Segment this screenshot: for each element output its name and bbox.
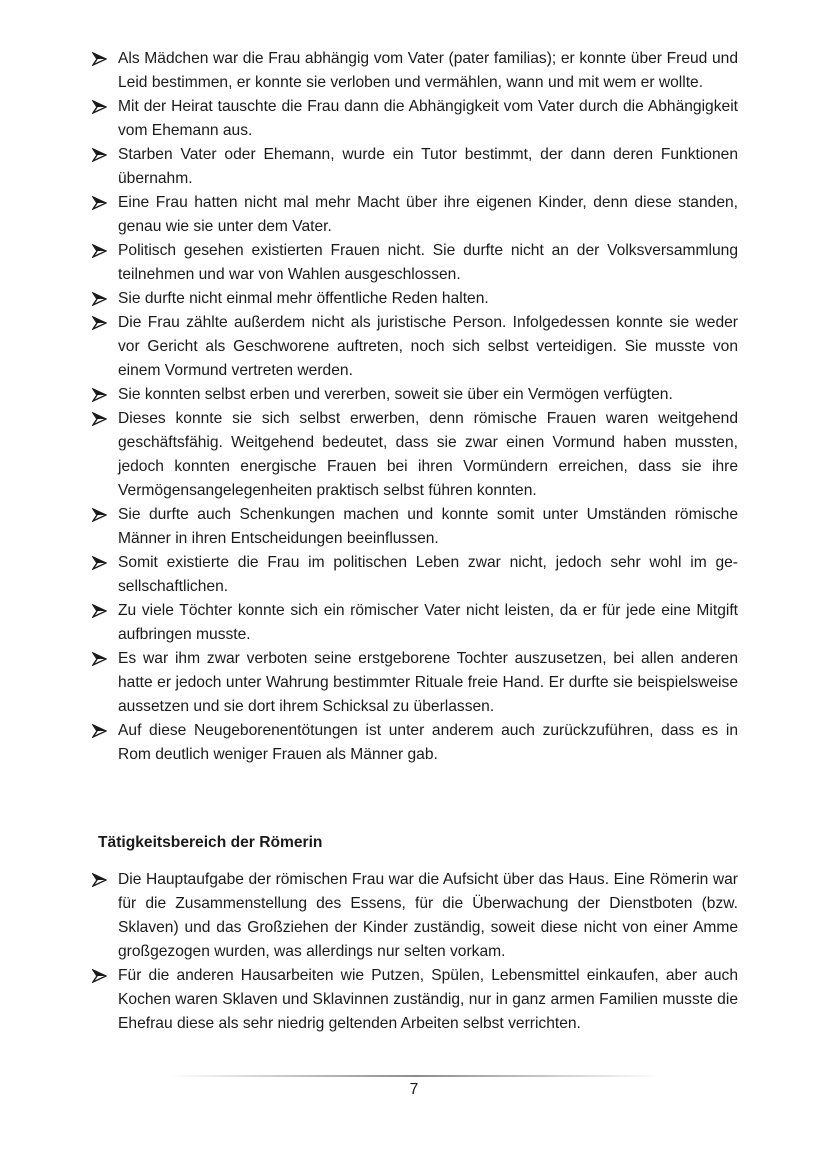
list-item bbox=[92, 191, 738, 239]
list-item-text: Sie durfte auch Schenkungen machen und konnte somit unter Umständen römische Männer in ihren Entscheidungen beeinflussen. bbox=[118, 506, 738, 547]
page-number: 7 bbox=[409, 1081, 419, 1098]
list-item-text: Politisch gesehen existierten Frauen nicht. Sie durfte nicht an der Volksversammlung teilnehmen und war von Wahlen ausgeschlossen. bbox=[118, 242, 738, 283]
list-item bbox=[92, 287, 738, 311]
list-item bbox=[92, 868, 738, 964]
arrowhead-bullet-icon bbox=[92, 311, 108, 335]
arrowhead-bullet-icon bbox=[92, 868, 108, 892]
arrowhead-bullet-icon bbox=[92, 407, 108, 431]
list-item-text: Starben Vater oder Ehemann, wurde ein Tutor bestimmt, der dann deren Funktionen übernahm. bbox=[118, 146, 738, 187]
arrowhead-bullet-icon bbox=[92, 599, 108, 623]
list-item-text: Es war ihm zwar verboten seine erstgeborene Tochter auszusetzen, bei allen anderen hatte er jedoch unter Wahrung bestimmter Rituale freie Hand. Er durfte sie beispielsweise aussetzen und sie dort ihrem Schicksal zu überlassen. bbox=[118, 650, 738, 715]
bullet-list-activities bbox=[92, 868, 738, 1036]
arrowhead-bullet-icon bbox=[92, 964, 108, 988]
list-item bbox=[92, 95, 738, 143]
list-item-text: Sie konnten selbst erben und vererben, soweit sie über ein Vermögen verfügten. bbox=[118, 386, 673, 403]
list-item-text: Als Mädchen war die Frau abhängig vom Vater (pater familias); er konnte über Freud und Leid bestimmen, er konnte sie verloben und vermählen, wann und mit wem er wollte. bbox=[118, 50, 738, 91]
list-item bbox=[92, 503, 738, 551]
arrowhead-bullet-icon bbox=[92, 503, 108, 527]
list-item bbox=[92, 407, 738, 503]
list-item bbox=[92, 143, 738, 191]
arrowhead-bullet-icon bbox=[92, 143, 108, 167]
list-item bbox=[92, 719, 738, 767]
list-item bbox=[92, 383, 738, 407]
list-item-text: Somit existierte die Frau im politischen Leben zwar nicht, jedoch sehr wohl im gesellschaftlichen. bbox=[118, 554, 738, 595]
bullet-list-rights bbox=[92, 47, 738, 767]
list-item-text: Eine Frau hatten nicht mal mehr Macht über ihre eigenen Kinder, denn diese standen, genau wie sie unter dem Vater. bbox=[118, 194, 738, 235]
list-item-text: Auf diese Neugeborenentötungen ist unter anderem auch zurückzuführen, dass es in Rom deutlich weniger Frauen als Männer gab. bbox=[118, 722, 738, 763]
arrowhead-bullet-icon bbox=[92, 287, 108, 311]
arrowhead-bullet-icon bbox=[92, 95, 108, 119]
list-item-text: Die Hauptaufgabe der römischen Frau war die Aufsicht über das Haus. Eine Römerin war für die Zusammenstellung des Essens, für die Überwachung der Dienstboten (bzw. Sklaven) und das Großziehen der Kinder zuständig, soweit diese nicht von einer Amme großgezogen wurden, was allerdings nur selten vorkam. bbox=[118, 871, 738, 960]
list-item bbox=[92, 239, 738, 287]
arrowhead-bullet-icon bbox=[92, 719, 108, 743]
list-item-text: Dieses konnte sie sich selbst erwerben, denn römische Frauen waren weitgehend geschäftsfähig. Weitgehend bedeutet, dass sie zwar einen Vormund haben mussten, jedoch konnten energische Frauen bei ihren Vormündern erreichen, dass sie ihre Vermögensangelegenheiten praktisch selbst führen konnten. bbox=[118, 410, 738, 499]
arrowhead-bullet-icon bbox=[92, 47, 108, 71]
list-item bbox=[92, 964, 738, 1036]
arrowhead-bullet-icon bbox=[92, 239, 108, 263]
section-heading: Tätigkeitsbereich der Römerin bbox=[98, 834, 323, 851]
arrowhead-bullet-icon bbox=[92, 551, 108, 575]
list-item-text: Zu viele Töchter konnte sich ein römischer Vater nicht leisten, da er für jede eine Mitgift aufbringen musste. bbox=[118, 602, 738, 643]
list-item bbox=[92, 47, 738, 95]
list-item-text: Für die anderen Hausarbeiten wie Putzen, Spülen, Lebensmittel einkaufen, aber auch Kochen waren Sklaven und Sklavinnen zuständig, nur in ganz armen Familien musste die Ehefrau diese als sehr niedrig geltenden Arbeiten selbst verrichten. bbox=[118, 967, 738, 1032]
list-item-text: Sie durfte nicht einmal mehr öffentliche Reden halten. bbox=[118, 290, 489, 307]
arrowhead-bullet-icon bbox=[92, 383, 108, 407]
list-item-text: Mit der Heirat tauschte die Frau dann die Abhängigkeit vom Vater durch die Abhängigkeit vom Ehemann aus. bbox=[118, 98, 738, 139]
arrowhead-bullet-icon bbox=[92, 647, 108, 671]
list-item bbox=[92, 599, 738, 647]
list-item bbox=[92, 647, 738, 719]
arrowhead-bullet-icon bbox=[92, 191, 108, 215]
list-item bbox=[92, 551, 738, 599]
list-item bbox=[92, 311, 738, 383]
footer-divider bbox=[170, 1075, 660, 1077]
list-item-text: Die Frau zählte außerdem nicht als juristische Person. Infolgedessen konnte sie weder vor Gericht als Geschworene auftreten, noch sich selbst verteidigen. Sie musste von einem Vormund vertreten werden. bbox=[118, 314, 738, 379]
